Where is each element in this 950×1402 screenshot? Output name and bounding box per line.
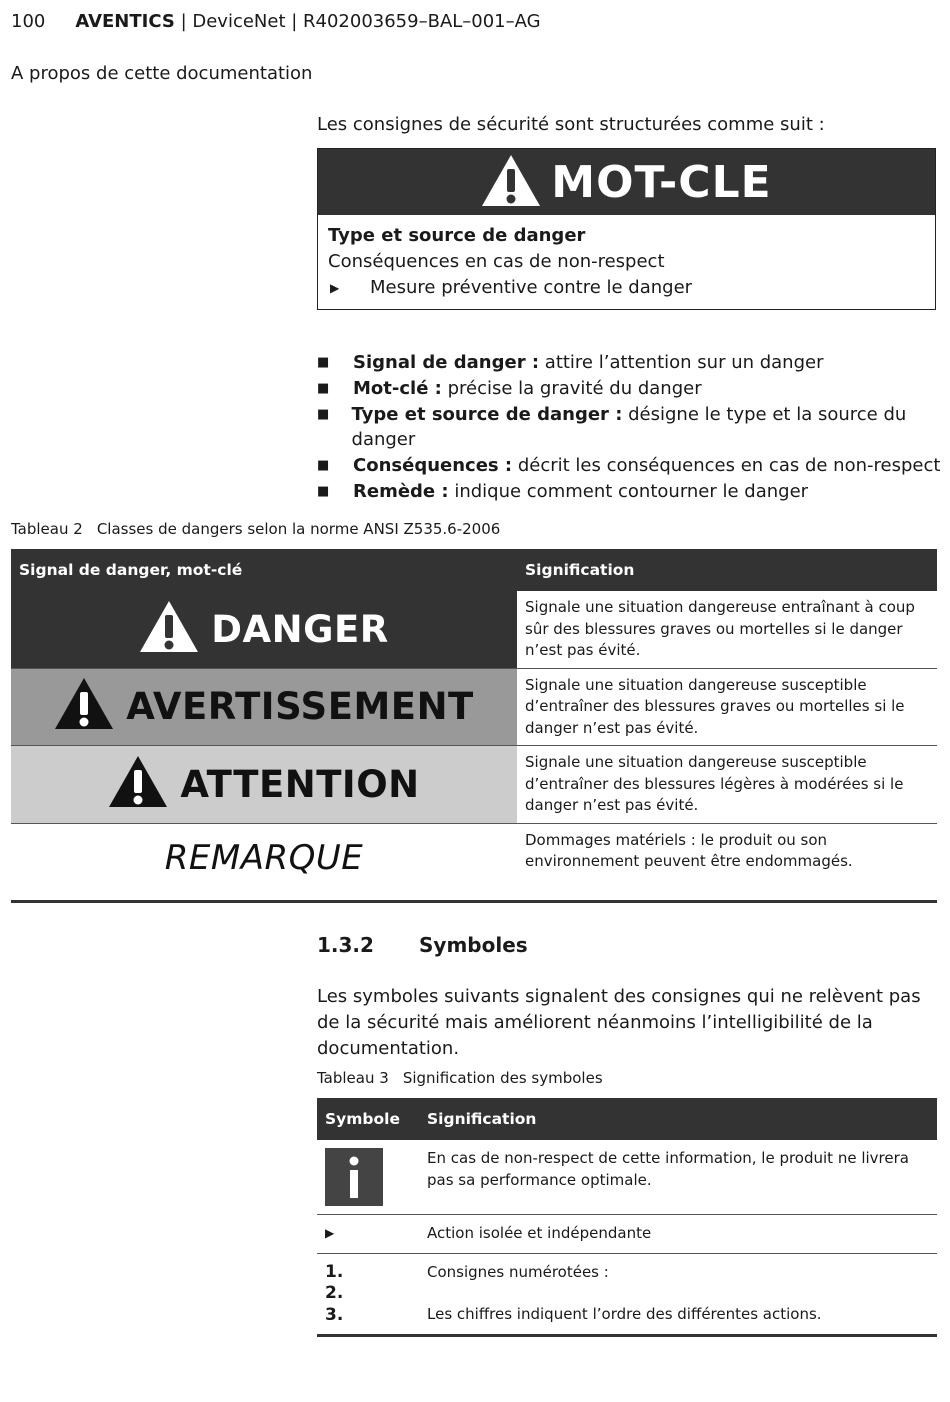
list-item: ■ Conséquences : décrit les conséquences en cas de non-respect [317,453,950,479]
table-header-cell: Signification [517,549,937,591]
list-item: ■ Type et source de danger : désigne le type et la source du danger [317,402,950,454]
table-row [317,1215,937,1254]
notice-body [318,215,935,301]
notice-measure: Mesure préventive contre le danger [370,277,693,298]
document-reference: | DeviceNet | R402003659–BAL–001–AG [174,11,541,32]
attention-signal-cell [11,746,517,824]
table-row [11,823,937,901]
list-item: ■ Mot-clé : précise la gravité du danger [317,376,950,402]
brand-name: AVENTICS [75,11,175,32]
table-row [317,1253,937,1336]
warning-triangle-icon [481,154,541,211]
notice-measure-row [328,275,925,301]
subsection-heading [317,933,528,957]
arrow-right-icon: ▶ [330,281,340,295]
notice-consequences: Conséquences en cas de non-respect [328,251,665,272]
signal-keyword: REMARQUE [164,837,364,878]
subsection-title: Symboles [419,933,528,957]
page-number: 100 [11,11,46,32]
table-row [11,591,937,668]
symbol-cell [317,1140,419,1215]
warning-triangle-icon [108,755,168,815]
arrow-right-icon: ▶ [317,1215,419,1254]
square-bullet-icon: ■ [317,355,330,370]
table-row [11,668,937,746]
safety-notice-template [317,148,936,310]
table-header-cell: Signification [419,1098,937,1140]
notice-type-source: Type et source de danger [328,225,586,246]
square-bullet-icon: ■ [317,406,330,422]
list-item: ■ Remède : indique comment contourner le danger [317,479,950,505]
table-header-cell: Symbole [317,1098,419,1140]
intro-text: Les consignes de sécurité sont structurées comme suit : [317,114,825,135]
symbols-table [317,1098,937,1337]
symbols-paragraph: Les symboles suivants signalent des consignes qui ne relèvent pas de la sécurité mais améliorent néanmoins l’intelligibilité de la documentation. [317,986,921,1059]
signal-keyword: DANGER [211,607,389,651]
warning-triangle-icon [54,677,114,737]
square-bullet-icon: ■ [317,458,330,474]
table-row [317,1140,937,1215]
table2-caption: Tableau 2 Classes de dangers selon la norme ANSI Z535.6-2006 [11,520,501,538]
signal-meaning: Signale une situation dangereuse susceptible d’entraîner des blessures légères à modérées si le danger n’est pas évité. [517,746,937,824]
notice-keyword: MOT-CLE [551,156,772,208]
table-header-row [317,1098,937,1140]
table-header-cell: Signal de danger, mot-clé [11,549,517,591]
notice-header-bar [318,149,935,215]
page-header [11,11,541,32]
subsection-number: 1.3.2 [317,933,374,957]
symbol-meaning: Action isolée et indépendante [419,1215,937,1254]
signal-meaning: Signale une situation dangereuse entraînant à coup sûr des blessures graves ou mortelles si le danger n’est pas évité. [517,591,937,668]
numbered-symbols: 1. 2. 3. [317,1253,419,1336]
danger-signal-cell [11,591,517,668]
table-header-row [11,549,937,591]
list-item: ■ Signal de danger : attire l’attention sur un danger [317,350,950,376]
section-title: A propos de cette documentation [11,63,313,84]
info-icon [325,1148,383,1206]
signal-meaning: Signale une situation dangereuse susceptible d’entraîner des blessures graves ou mortelles si le danger n’est pas évité. [517,668,937,746]
symbol-meaning: Consignes numérotées : Les chiffres indiquent l’ordre des différentes actions. [419,1253,937,1336]
square-bullet-icon: ■ [317,380,330,396]
table-row [11,746,937,824]
signal-keyword: AVERTISSEMENT [126,685,474,728]
remarque-signal-cell [11,823,517,901]
hazard-classes-table [11,549,937,903]
table3-caption: Tableau 3 Signification des symboles [317,1069,603,1087]
signal-keyword: ATTENTION [180,762,420,806]
square-bullet-icon: ■ [317,483,330,499]
bullet-list [317,350,950,505]
signal-meaning: Dommages matériels : le produit ou son environnement peuvent être endommagés. [517,823,937,901]
warning-triangle-icon [139,600,199,660]
avertissement-signal-cell [11,668,517,746]
symbol-meaning: En cas de non-respect de cette information, le produit ne livrera pas sa performance optimale. [419,1140,937,1215]
